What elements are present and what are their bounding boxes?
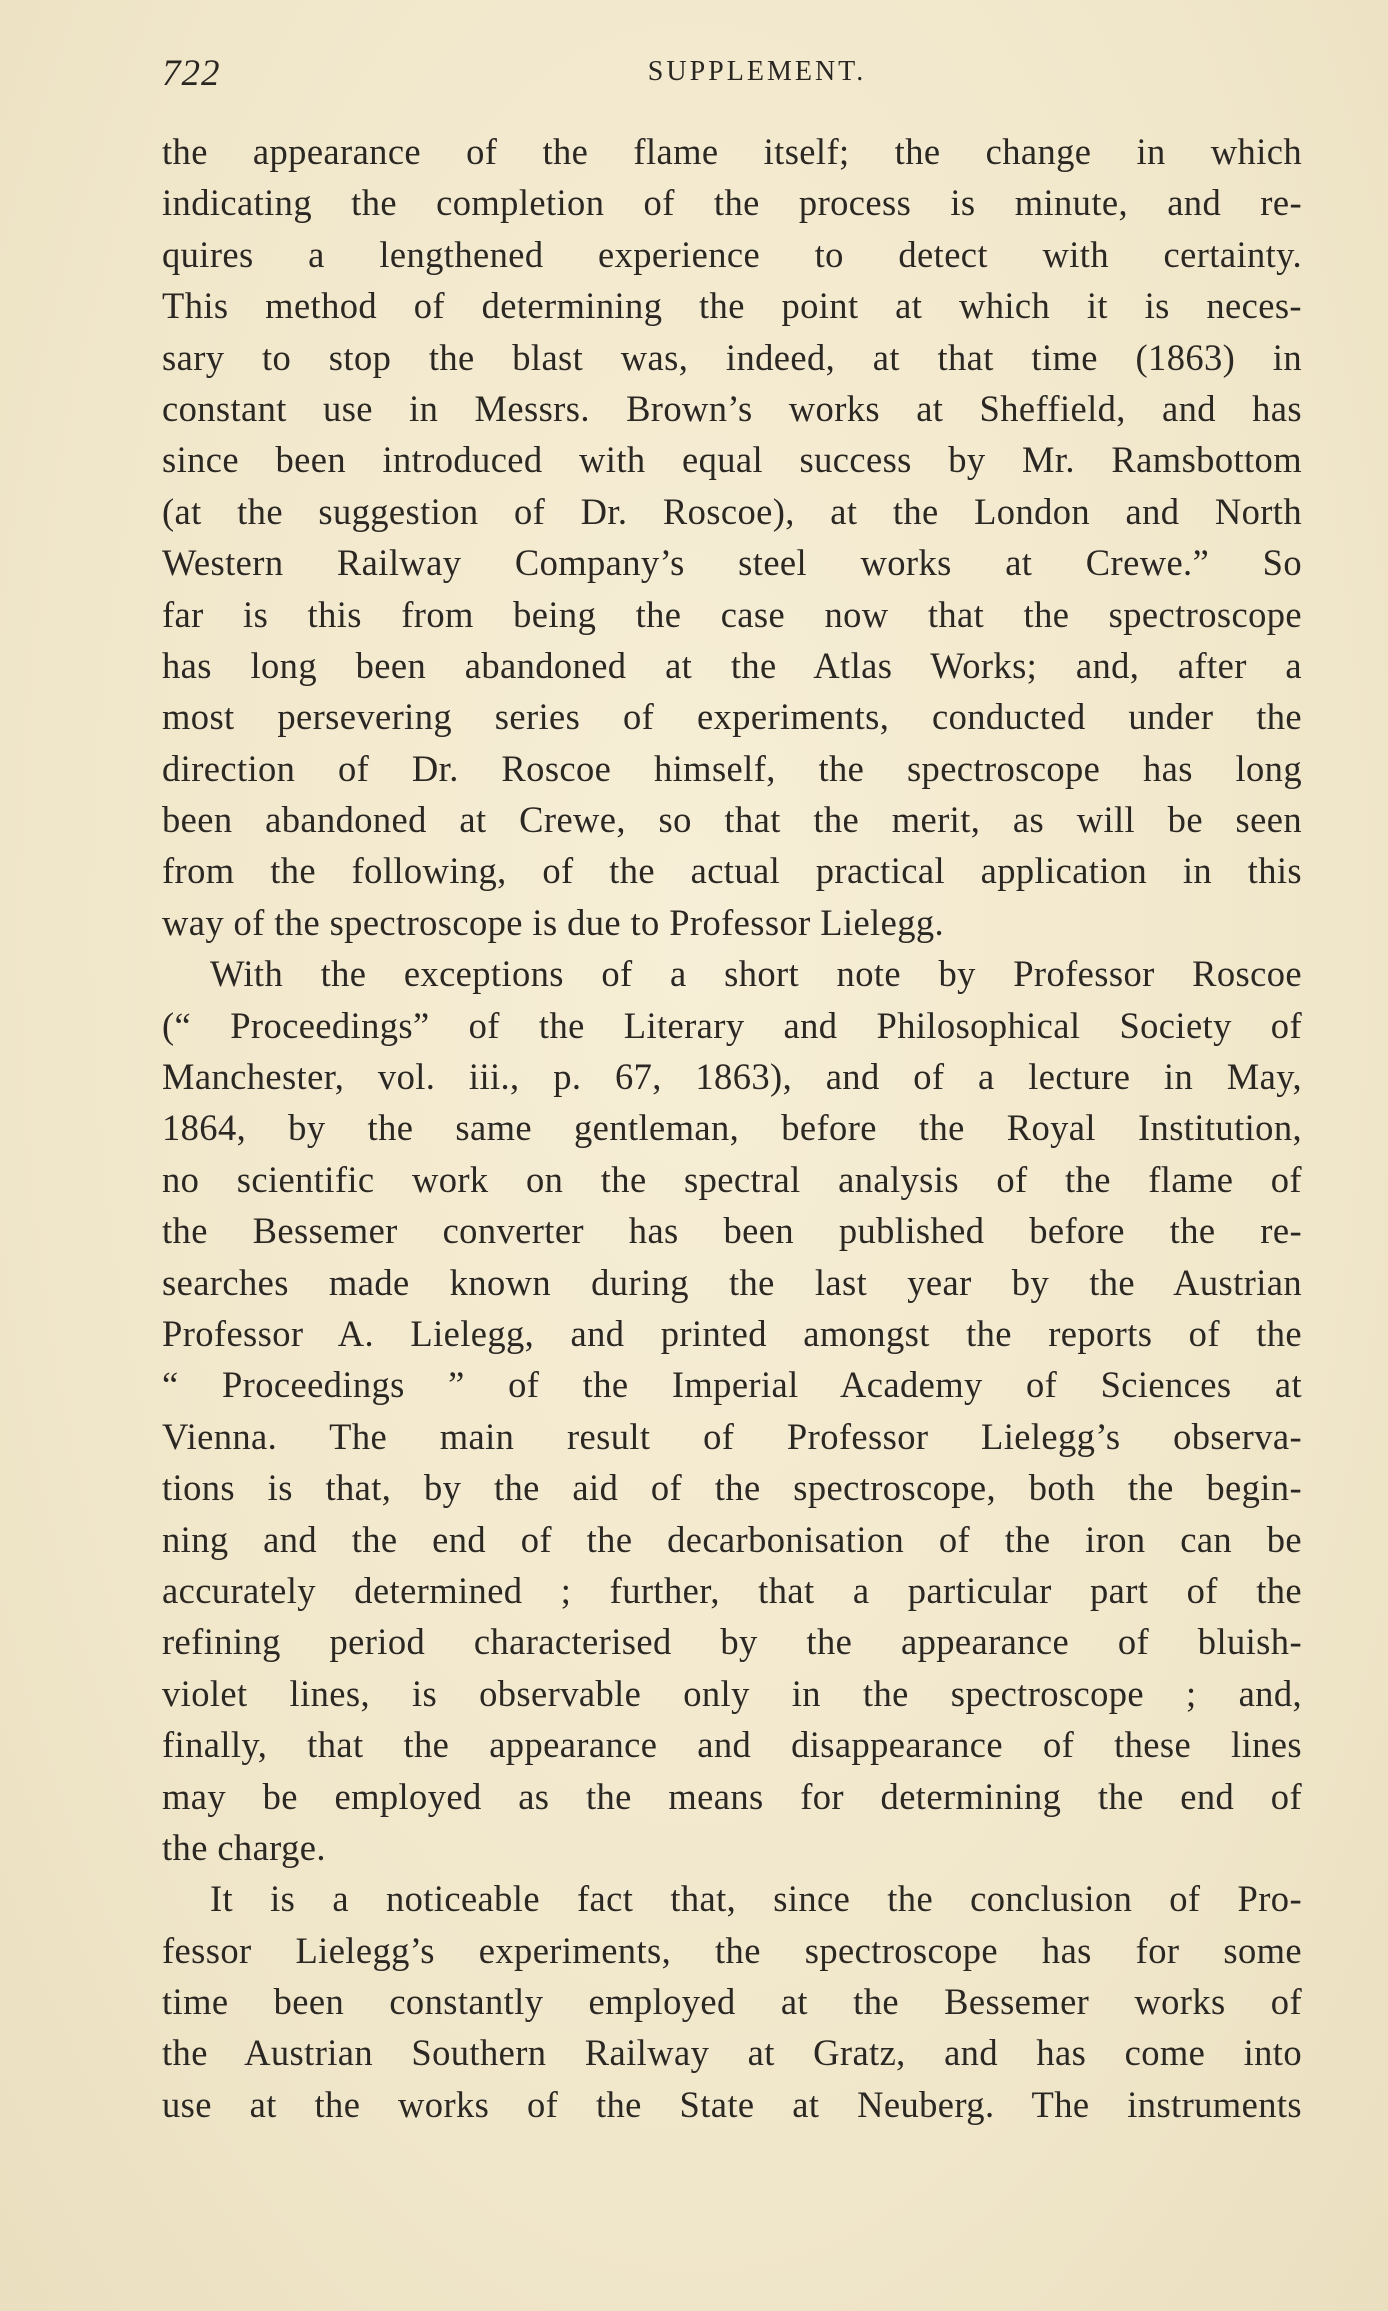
paragraph-start-line: It is a noticeable fact that, since the conclusion of Pro- (210, 1878, 1302, 1920)
paragraph-end-line: the charge. (162, 1826, 326, 1868)
text-line: This method of determining the point at which it is neces- (162, 285, 1302, 327)
text-line: Western Railway Company’s steel works at Crewe.” So (162, 542, 1302, 584)
body-text (162, 126, 1302, 2130)
text-line: “ Proceedings ” of the Imperial Academy of Sciences at (162, 1364, 1302, 1406)
text-line: has long been abandoned at the Atlas Works; and, after a (162, 644, 1302, 686)
text-line: violet lines, is observable only in the spectroscope ; and, (162, 1672, 1302, 1714)
text-line: tions is that, by the aid of the spectroscope, both the begin- (162, 1467, 1302, 1509)
text-line: far is this from being the case now that the spectroscope (162, 593, 1302, 635)
text-line: searches made known during the last year by the Austrian (162, 1261, 1302, 1303)
text-line: been abandoned at Crewe, so that the merit, as will be seen (162, 799, 1302, 841)
text-line: may be employed as the means for determining the end of (162, 1775, 1302, 1817)
text-line: indicating the completion of the process is minute, and re- (162, 182, 1302, 224)
text-line: finally, that the appearance and disappearance of these lines (162, 1724, 1302, 1766)
text-line: ning and the end of the decarbonisation of the iron can be (162, 1518, 1302, 1560)
paragraph-end-line: way of the spectroscope is due to Professor Lielegg. (162, 901, 945, 943)
text-line: Manchester, vol. iii., p. 67, 1863), and of a lecture in May, (162, 1056, 1302, 1098)
text-line: time been constantly employed at the Bessemer works of (162, 1981, 1302, 2023)
paragraph-start-line: With the exceptions of a short note by Professor Roscoe (210, 953, 1302, 995)
text-line: Vienna. The main result of Professor Lielegg’s observa- (162, 1415, 1302, 1457)
text-line: fessor Lielegg’s experiments, the spectroscope has for some (162, 1929, 1302, 1971)
text-line: no scientific work on the spectral analysis of the flame of (162, 1158, 1302, 1200)
page-number: 722 (162, 53, 221, 94)
text-line: most persevering series of experiments, conducted under the (162, 696, 1302, 738)
text-line: the Austrian Southern Railway at Gratz, and has come into (162, 2032, 1302, 2074)
text-line: the appearance of the flame itself; the change in which (162, 131, 1302, 172)
text-line: the Bessemer converter has been published before the re- (162, 1210, 1302, 1252)
text-line: Professor A. Lielegg, and printed amongst the reports of the (162, 1312, 1302, 1354)
text-line: refining period characterised by the appearance of bluish- (162, 1621, 1302, 1663)
text-line: constant use in Messrs. Brown’s works at Sheffield, and has (162, 387, 1302, 429)
text-line: since been introduced with equal success by Mr. Ramsbottom (162, 439, 1302, 481)
text-line: (at the suggestion of Dr. Roscoe), at the London and North (162, 490, 1302, 532)
text-line: (“ Proceedings” of the Literary and Philosophical Society of (162, 1004, 1302, 1046)
text-line: use at the works of the State at Neuberg. The instruments (162, 2083, 1302, 2125)
running-title: SUPPLEMENT. (647, 56, 867, 87)
text-line: 1864, by the same gentleman, before the Royal Institution, (162, 1107, 1302, 1149)
text-line: quires a lengthened experience to detect with certainty. (162, 233, 1302, 275)
text-line: accurately determined ; further, that a particular part of the (162, 1569, 1302, 1611)
text-line: sary to stop the blast was, indeed, at that time (1863) in (162, 336, 1302, 378)
text-line: from the following, of the actual practical application in this (162, 850, 1302, 892)
running-head (162, 52, 1312, 92)
text-line: direction of Dr. Roscoe himself, the spectroscope has long (162, 747, 1302, 789)
